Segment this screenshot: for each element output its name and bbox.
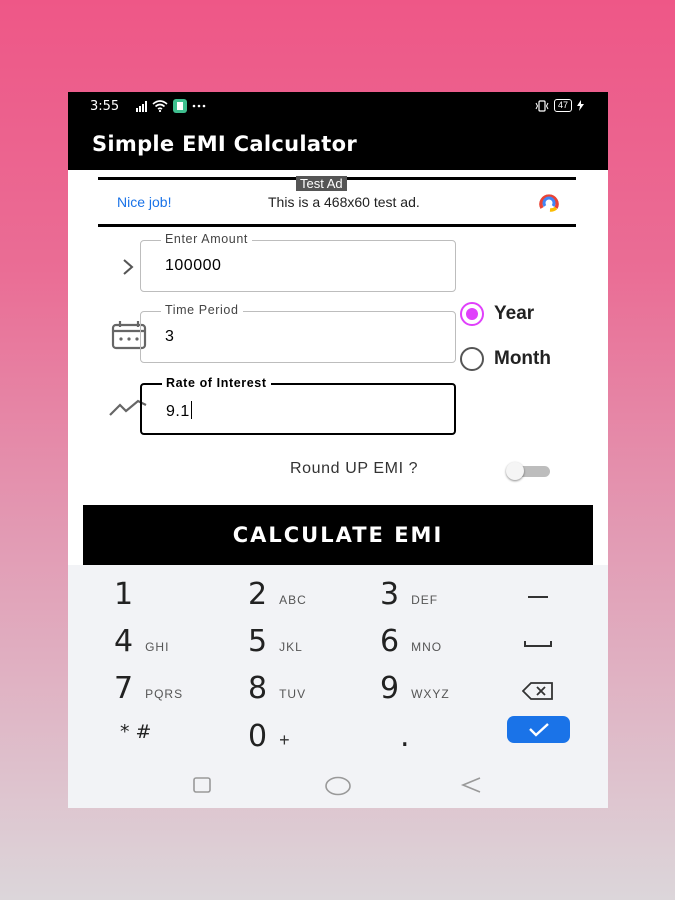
wifi-icon xyxy=(152,100,168,112)
ad-banner[interactable] xyxy=(98,177,576,227)
key-8[interactable]: 8 TUV xyxy=(248,671,307,706)
space-key-icon[interactable] xyxy=(524,640,552,648)
ad-text: This is a 468x60 test ad. xyxy=(268,194,420,210)
notification-app-icon xyxy=(173,99,187,113)
rate-of-interest-input[interactable]: 9.1 xyxy=(166,401,192,421)
done-key[interactable] xyxy=(507,716,570,743)
more-notifications-icon xyxy=(192,104,206,108)
key-9[interactable]: 9 WXYZ xyxy=(380,671,450,706)
time-period-input[interactable]: 3 xyxy=(165,328,175,345)
radio-year-label: Year xyxy=(494,303,535,324)
recents-icon[interactable] xyxy=(192,776,212,794)
radio-month-label: Month xyxy=(494,348,551,369)
key-star-hash[interactable]: * # xyxy=(120,721,152,743)
checkmark-icon xyxy=(528,722,550,737)
key-5[interactable]: 5 JKL xyxy=(248,624,303,659)
key-decimal[interactable]: . xyxy=(400,719,410,754)
radio-month-button[interactable] xyxy=(460,347,484,371)
key-1[interactable]: 1 xyxy=(114,577,134,612)
key-2[interactable]: 2 ABC xyxy=(248,577,307,612)
toggle-thumb xyxy=(506,462,524,480)
round-up-toggle[interactable] xyxy=(506,462,554,480)
calculate-emi-button[interactable]: CALCULATE EMI xyxy=(83,505,593,565)
radio-year[interactable] xyxy=(460,302,534,326)
amount-label: Enter Amount xyxy=(161,232,252,246)
home-icon[interactable] xyxy=(324,776,352,796)
charging-icon xyxy=(577,100,584,111)
status-time: 3:55 xyxy=(90,99,120,114)
signal-icon xyxy=(136,101,147,112)
navigation-bar xyxy=(68,765,608,808)
ad-tag: Test Ad xyxy=(296,176,347,191)
key-7[interactable]: 7 PQRS xyxy=(114,671,184,706)
radio-year-button[interactable] xyxy=(460,302,484,326)
app-bar xyxy=(68,120,608,170)
phone-screen xyxy=(68,92,608,808)
numeric-keyboard xyxy=(68,565,608,765)
time-period-field[interactable] xyxy=(140,303,456,363)
ad-logo-icon xyxy=(538,191,560,213)
app-title: Simple EMI Calculator xyxy=(92,132,358,156)
status-bar xyxy=(68,92,608,120)
ad-link[interactable]: Nice job! xyxy=(117,194,172,210)
text-cursor xyxy=(191,401,193,419)
rate-of-interest-field[interactable] xyxy=(140,376,456,435)
battery-icon: 47 xyxy=(554,99,572,112)
vibrate-icon xyxy=(535,100,549,112)
status-icons xyxy=(136,99,206,113)
key-4[interactable]: 4 GHI xyxy=(114,624,170,659)
rate-of-interest-label: Rate of Interest xyxy=(162,376,271,390)
amount-field[interactable] xyxy=(140,232,456,292)
back-icon[interactable] xyxy=(460,776,482,794)
minus-key-icon[interactable] xyxy=(528,595,548,599)
amount-input[interactable]: 100000 xyxy=(165,257,222,274)
round-up-label: Round UP EMI ? xyxy=(290,460,419,477)
radio-month[interactable] xyxy=(460,347,551,371)
status-right xyxy=(535,99,584,112)
key-0[interactable]: 0 + xyxy=(248,719,291,754)
backspace-icon[interactable] xyxy=(522,682,554,700)
key-6[interactable]: 6 MNO xyxy=(380,624,443,659)
key-3[interactable]: 3 DEF xyxy=(380,577,439,612)
chevron-right-icon xyxy=(121,258,135,276)
time-period-label: Time Period xyxy=(161,303,243,317)
